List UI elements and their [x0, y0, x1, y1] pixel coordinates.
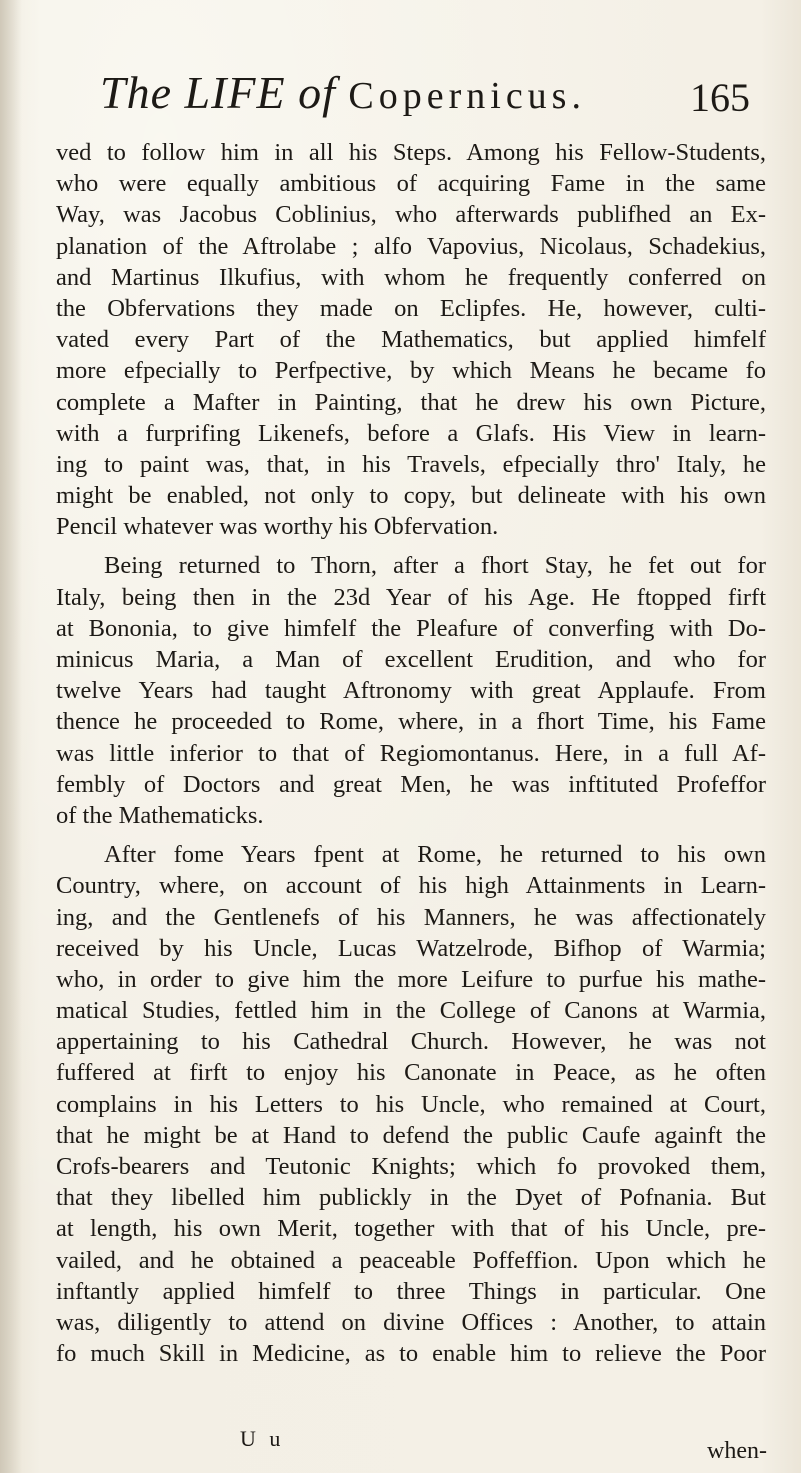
text-line: fuffered at firft to enjoy his Canonate in Peace, as he often: [56, 1059, 766, 1087]
text-line: twelve Years had taught Aftronomy with great Applaufe. From: [56, 677, 766, 705]
text-line: Italy, being then in the 23d Year of his Age. He ftopped firft: [56, 583, 766, 611]
paragraph: [56, 137, 766, 542]
signature-mark: U u: [240, 1426, 285, 1451]
text-line: minicus Maria, a Man of excellent Erudition, and who for: [56, 646, 766, 673]
text-line: fembly of Doctors and great Men, he was inftituted Profeffor: [56, 770, 766, 798]
paragraph: [56, 550, 766, 831]
text-line: with a furprifing Likenefs, before a Glafs. His View in learn-: [56, 419, 766, 447]
text-line: Way, was Jacobus Coblinius, who afterwards publifhed an Ex-: [56, 201, 766, 229]
text-line: complete a Mafter in Painting, that he drew his own Picture,: [56, 388, 766, 416]
text-line: vated every Part of the Mathematics, but applied himfelf: [56, 326, 766, 354]
running-head-title: The LIFE of: [100, 67, 349, 118]
text-line: received by his Uncle, Lucas Watzelrode, Bifhop of Warmia;: [56, 934, 766, 962]
paragraph-gap: [56, 831, 766, 839]
text-line: was, diligently to attend on divine Offices : Another, to attain: [56, 1308, 766, 1336]
text-line: more efpecially to Perfpective, by which Means he became fo: [56, 357, 766, 385]
text-line: that he might be at Hand to defend the public Caufe againft the: [56, 1121, 766, 1149]
text-line: was little inferior to that of Regiomontanus. Here, in a full Af-: [56, 739, 766, 767]
running-head: [100, 66, 586, 119]
page-number: 165: [690, 75, 750, 120]
text-line: at length, his own Merit, together with that of his Uncle, pre-: [56, 1215, 766, 1243]
text-line: ing to paint was, that, in his Travels, efpecially thro' Italy, he: [56, 450, 766, 478]
text-line: Pencil whatever was worthy his Obfervation.: [56, 513, 499, 541]
text-line: Country, where, on account of his high Attainments in Learn-: [56, 872, 766, 900]
text-line: ing, and the Gentlenefs of his Manners, he was affectionately: [56, 903, 766, 931]
text-line: at Bononia, to give himfelf the Pleafure of converfing with Do-: [56, 614, 766, 642]
text-line: Crofs-bearers and Teutonic Knights; which fo provoked them,: [56, 1153, 766, 1180]
page-header: [100, 66, 750, 136]
text-line: and Martinus Ilkufius, with whom he frequently conferred on: [56, 263, 766, 291]
text-line: vailed, and he obtained a peaceable Poffeffion. Upon which he: [56, 1246, 766, 1274]
text-line: Being returned to Thorn, after a fhort Stay, he fet out for: [104, 552, 766, 580]
text-line: who were equally ambitious of acquiring Fame in the same: [56, 170, 766, 198]
text-line: the Obfervations they made on Eclipfes. He, however, culti-: [56, 294, 766, 322]
paragraph: [56, 839, 766, 1369]
text-line: planation of the Aftrolabe ; alfo Vapovius, Nicolaus, Schadekius,: [56, 232, 766, 260]
text-line: that they libelled him publickly in the Dyet of Pofnania. But: [56, 1184, 766, 1212]
catchword: when-: [707, 1438, 767, 1464]
text-line: might be enabled, not only to copy, but delineate with his own: [56, 482, 766, 510]
text-line: fo much Skill in Medicine, as to enable him to relieve the Poor: [56, 1340, 766, 1368]
text-line: ved to follow him in all his Steps. Among his Fellow-Students,: [56, 139, 766, 166]
binding-gutter-shadow: [0, 0, 22, 1473]
text-line: appertaining to his Cathedral Church. However, he was not: [56, 1028, 766, 1056]
text-line: thence he proceeded to Rome, where, in a fhort Time, his Fame: [56, 708, 766, 736]
text-line: of the Mathematicks.: [56, 801, 264, 829]
text-line: After fome Years fpent at Rome, he returned to his own: [104, 841, 766, 869]
text-line: complains in his Letters to his Uncle, who remained at Court,: [56, 1090, 766, 1118]
running-head-subject: Copernicus.: [348, 75, 586, 117]
text-line: who, in order to give him the more Leifure to purfue his mathe-: [56, 965, 766, 993]
body-text: [56, 137, 766, 1369]
paragraph-gap: [56, 542, 766, 550]
text-line: inftantly applied himfelf to three Things in particular. One: [56, 1277, 766, 1305]
text-line: matical Studies, fettled him in the College of Canons at Warmia,: [56, 997, 766, 1025]
